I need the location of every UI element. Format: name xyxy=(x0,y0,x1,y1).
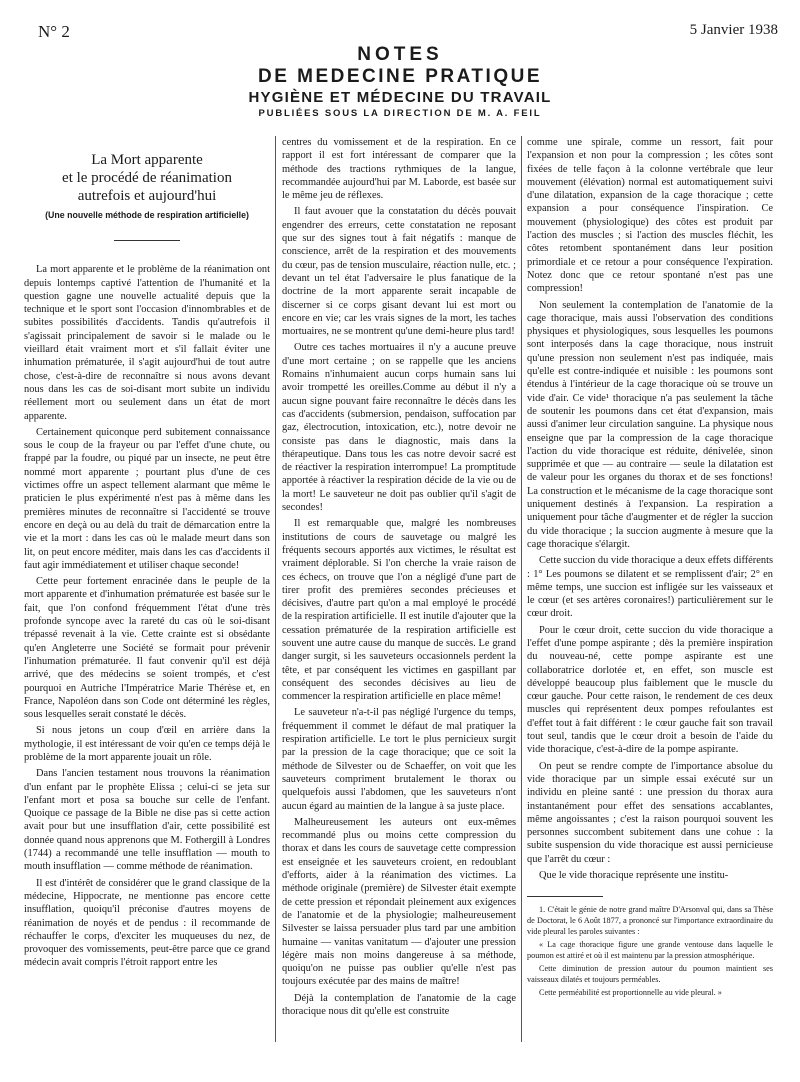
footnote: « La cage thoracique figure une grande ventouse dans laquelle le poumon est attiré et où il est maintenu par la pression atmosphérique. xyxy=(527,940,773,960)
article-title: La Mort apparente et le procédé de réanimation autrefois et aujourd'hui xyxy=(62,152,232,204)
article-subtitle: (Une nouvelle méthode de respiration artificielle) xyxy=(45,210,249,220)
footnote: 1. C'était le génie de notre grand maître D'Arsonval qui, dans sa Thèse de Doctorat, le 6 Août 1877, a prononcé sur l'importance extraordinaire du vide pleural les paroles suivantes : xyxy=(527,905,773,936)
paragraph: La mort apparente et le problème de la réanimation ont depuis lontemps captivé l'attention de l'humanité et la question gagne une nouvelle actualité depuis que la technique et le sport sont l'occasion d'innombrables et de subites possibilités d'accidents. Tandis qu'autrefois il s'agissait principalement de savoir si le malade ou le vieillard était vraiment mort et s'il fallait éviter une inhumation prématurée, il s'agit aujourd'hui de tout autre chose, c'est-à-dire de reconnaître si nous avons devant nous dans les cas de soi-disant mort subite un individu réellement mort ou seulement dans un état de mort apparente. xyxy=(24,264,270,422)
footnote: Cette diminution de pression autour du poumon maintient ses vaisseaux dilatés et toujours perméables. xyxy=(527,964,773,984)
column-divider xyxy=(275,136,276,1042)
masthead xyxy=(0,44,800,121)
paragraph: Cette peur fortement enracinée dans le peuple de la mort apparente et d'inhumation prématurée est basée sur le fait, que l'on confond fréquemment l'état d'une très profonde syncope avec la rareté du cas où le soi-disant trépassé revenait à la vie. Cette crainte est si obsédante qu'en Angleterre une Société se formait pour prévenir l'inhumation prématurée. Il faut convenir qu'il est déjà arrivé, que des médecins se soient trompés, et c'est pourquoi en Autriche l'Impératrice Marie Thérèse et, en France, Napoléon dans son Code ont déterminé les règles, sous lesquelles serait constaté le décès. xyxy=(24,576,270,721)
masthead-subtitle: DE MEDECINE PRATIQUE xyxy=(257,66,542,87)
paragraph: Outre ces taches mortuaires il n'y a aucune preuve d'une mort certaine ; on se rappelle que les anciens Romains n'inhumaient aucun corps humain sans lui avoir trompetté les oreilles.Comme au début il n'y a aucun signe pouvant faire reconnaître le décès dans les cas d'accidents (submersion, pendaison, suffocation par gaz, électrocution, intoxication, etc.), notre devoir ne consiste pas dans le diagnostic, mais dans la thérapeutique. Dans tous les cas notre devoir sacré est de réactiver la respiration interrompue! La promptitude apportée à réactiver la respiration décide de la vie ou de la mort! Le sauveteur ne doit pas oublier qu'il s'agit de secondes! xyxy=(282,342,516,514)
paragraph: Il est d'intérêt de considérer que le grand classique de la médecine, Hippocrate, ne mentionne pas encore cette insufflation, quoiqu'il préconise d'autres moyens de réanimation de noyés et de pendus : il recommande de réchauffer le corps, d'exciter les muqueuses du nez, de provoquer des vomissements, peut-être parce que ce grand médecin avait compris l'étroit rapport entre les xyxy=(24,877,270,969)
column-divider xyxy=(521,136,522,1042)
paragraph: Que le vide thoracique représente une institu- xyxy=(539,870,729,882)
title-rule xyxy=(114,240,180,241)
column-3 xyxy=(527,136,773,1002)
footnotes xyxy=(527,905,773,999)
paragraph: Il est remarquable que, malgré les nombreuses institutions de cours de sauvetage ou malgré les fréquents secours apportés aux victimes, le résultat est vraiment déplorable. Si l'on cherche la vraie raison de ces échecs, on trouve que l'on a négligé d'une part de tirer profit des premières secondes précieuses et décisives, d'autre part qu'on a mal employé le procédé de la respiration artificielle. Il est inutile d'ajouter que la cessation prématurée de la respiration artificielle est souvent une autre cause du manque de succès. Le grand danger surgit, si les sauveteurs occasionnels perdent la tête, et par conséquent les victimes en gaspillant par conséquent des secondes décisives au lieu de commencer la respiration artificielle en place même! xyxy=(282,518,516,703)
column-2 xyxy=(282,136,516,1021)
paragraph: Déjà la contemplation de l'anatomie de la cage thoracique nous dit qu'elle est construite xyxy=(282,992,516,1017)
paragraph: Malheureusement les auteurs ont eux-mêmes recommandé plus ou moins cette compression du thorax et dans les cours de sauvetage cette compression est enseignée et les sauveteurs croient, en redoublant d'efforts, aider à la réanimation des victimes. La méthode originale (première) de Silvester était exempte de cette pression et répondait pleinement aux exigences de l'anatomie et de la physiologie; malheureusement Silvester se laissa persuader plus tard par une ambition humaine — vanitas vanitatum — d'ajouter une pression légère mais non moins dangereuse à sa méthode, quoiqu'on ne puisse pas oublier qu'elle n'est pas toujours exécutée par des mains de maître! xyxy=(282,816,516,988)
issue-date: 5 Janvier 1938 xyxy=(689,22,778,38)
paragraph: Dans l'ancien testament nous trouvons la réanimation d'un enfant par le prophète Elissa ; celui-ci se jeta sur l'enfant mort et posa sa bouche sur celle de l'enfant. Quoique ce passage de la Bible ne dise pas si cette action avait pour but une insufflation d'air, cette possibilité est donnée quand nous apprenons que M. Fothergill à Londres (1744) a recommandé une telle insufflation — mouth to mouth insufflation — comme méthode de réanimation. xyxy=(24,768,270,873)
column-1 xyxy=(24,145,270,973)
paragraph: Non seulement la contemplation de l'anatomie de la cage thoracique, mais aussi l'observation des conditions physiques et physiologiques, sous lesquelles les poumons sont interposés dans la cage thoracique, nous instruit qu'une pression non seulement n'est pas indiquée, mais qu'elle est contre-indiquée et nuisible : les poumons sont étendus à l'intérieur de la cage thoracique où se trouve un vide d'air. Ce vide¹ thoracique n'a pas seulement la tâche de soutenir les poumons dans cet état d'expansion, mais aussi d'animer leur circulation sanguine. La physique nous enseigne que par la compression de la cage thoracique l'action du vide thoracique est réduite, dénivelée, sinon supprimée et que — au contraire — seule la dilatation est de valeur pour les organes du thorax et de ses fonctions! La construction et le mécanisme de la cage thoracique sont uniquement destinés à l'expansion. La respiration a uniquement pour tâche d'augmenter et de régler la succion du vide thoracique ; la succion augmente à mesure que la cage thoracique s'élargit. xyxy=(527,299,773,550)
paragraph: Pour le cœur droit, cette succion du vide thoracique a l'effet d'une pompe aspirante ; dès la première inspiration du nouveau-né, cette pompe aspirante est une collaboratrice dorlotée et, en effet, son muscle est développé beaucoup plus faiblement que le muscle du cœur gauche. Pour cette raison, le rendement de ces deux muscles qui représentent deux pompes refoulantes est d'effet tout à fait différent : le cœur gauche fait son travail tout seul, tandis que le cœur droit a besoin de l'aide du vide thoracique, c'est-à-dire de la pompe aspirante. xyxy=(527,624,773,756)
paragraph: On peut se rendre compte de l'importance absolue du vide thoracique par un simple essai exécuté sur un individu en pleine santé : une pression du thorax aura instantanément pour effet des sensations accablantes, même angoissantes ; c'est la raison pourquoi souvent les personnes succombent subitement dans une cohue : la subite suspension du vide thoracique est aussi pernicieuse que l'arrêt du cœur : xyxy=(527,760,773,865)
paragraph: comme une spirale, comme un ressort, fait pour l'expansion et non pour la compression ; les côtes sont fixées de telle façon à la colonne vertébrale que leur mouvement (élévation) normal est automatiquement suivi d'une dilatation, expansion de la cage thoracique ; cette expansion a pour conséquence l'inspiration. Ce mouvement (physiologique) des côtes est produit par l'action des muscles ; si l'action des muscles fléchit, les côtes retombent spontanément dans leur position primordiale et ce retour a pour conséquence l'expiration. Notez donc que ce retour spontané n'est pas une compression! xyxy=(527,137,773,295)
footnote-rule xyxy=(527,896,603,897)
footnote: Cette perméabilité est proportionnelle au vide pleural. » xyxy=(539,988,722,998)
paragraph: centres du vomissement et de la respiration. En ce rapport il est fort intéressant de comparer que la méthode des tractions rythmiques de la langue, recommandée aujourd'hui par M. Laborde, est basée sur le même jeu de réflexes. xyxy=(282,137,516,202)
paragraph: Certainement quiconque perd subitement connaissance sous le coup de la frayeur ou par l'effet d'une chute, ou frappé par la foudre, ou piqué par un insecte, ne peut être nommé mort apparente ; pourtant plus d'une de ces victimes offre un aspect tellement alarmant que même le praticien le plus expérimenté n'est pas à même dans les premières minutes de reconnaître si l'accidenté se trouve encore en deçà ou au delà du trait de démarcation entre la vie et la mort : dans les cas où le malade meurt dans son lit, on peut encore méditer, mais dans les cas d'accidents il faut agir immédiatement et utiliser chaque seconde! xyxy=(24,426,270,571)
paragraph: Cette succion du vide thoracique a deux effets différents : 1° Les poumons se dilatent et se remplissent d'air; 2° en même temps, une succion est infligée sur les vaisseaux et le cœur (et ses artères coronaires!) particulièrement sur le cœur droit. xyxy=(527,555,773,620)
masthead-editor: PUBLIÉES SOUS LA DIRECTION DE M. A. FEIL xyxy=(258,108,542,119)
paragraph: Le sauveteur n'a-t-il pas négligé l'urgence du temps, fréquemment il commet le défaut de mal pratiquer la respiration artificielle. Le tort le plus pernicieux surgit par la pression de la cage thoracique; que ce soit la méthode de Silvester ou de Schaeffer, on voit que les sauveteurs compriment brutalement le thorax ou quelquefois aussi l'abdomen, que les sauveteurs n'ont aucun égard au maintien de la langue à sa juste place. xyxy=(282,707,516,812)
masthead-title: NOTES xyxy=(357,44,443,65)
paragraph: Si nous jetons un coup d'œil en arrière dans la mythologie, il est intéressant de voir qu'en ce temps déjà le problème de la mort apparente jouait un rôle. xyxy=(24,725,270,763)
issue-number: N° 2 xyxy=(38,22,70,41)
paragraph: Il faut avouer que la constatation du décès pouvait engendrer des erreurs, cette constatation ne reposant que sur des signes tout à fait négatifs : manque de conscience, arrêt de la respiration et des mouvements du cœur, pas de tension musculaire, réaction nulle, etc. ; devant un tel état l'adversaire le plus fanatique de la doctrine de la mort apparente serait incapable de discerner si ce corps gisant devant lui est mort ou encore en vie; car les vrais signes de la mort, les taches mortuaires, ne se montrent qu'une demi-heure plus tard! xyxy=(282,206,516,338)
masthead-tagline: HYGIÈNE ET MÉDECINE DU TRAVAIL xyxy=(248,89,552,106)
